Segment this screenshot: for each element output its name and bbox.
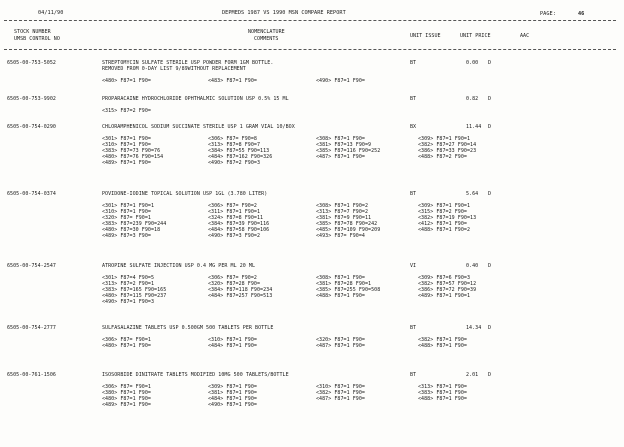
quantity-entry: <385> F87=255 F90=508 (316, 287, 381, 293)
quantity-entry: <386> F87=33 F90=23 (418, 148, 477, 154)
quantity-entry: <383> F87=165 F90=165 (102, 287, 167, 293)
quantity-entry: <386> F87=72 F90=39 (418, 287, 477, 293)
stock-number: 6505-00-761-1506 (7, 372, 56, 378)
col-comments: COMMENTS (254, 36, 279, 42)
nomenclature: ATROPINE SULFATE INJECTION USP 0.4 MG PER ML 20 ML (102, 263, 256, 269)
quantity-entry: <382> F87=19 F90=13 (418, 215, 477, 221)
nomenclature: CHLORAMPHENICOL SODIUM SUCCINATE STERILE USP 1 GRAM VIAL 10/BOX (102, 124, 295, 130)
quantity-entry: <485> F87=109 F90=209 (316, 227, 381, 233)
quantity-entry: <320> F87=1 F90= (316, 337, 365, 343)
quantity-entry: <489> F87=1 F90=1 (418, 293, 471, 299)
aac-code: D (488, 325, 492, 331)
quantity-entry: <488> F87=1 F90= (316, 293, 365, 299)
quantity-entry: <380> F87=1 F90= (102, 390, 151, 396)
aac-code: D (488, 263, 492, 269)
quantity-entry: <480> F87=1 F90= (102, 78, 151, 84)
col-stock-number: STOCK NUMBER (14, 29, 51, 35)
unit-issue: BT (410, 372, 417, 378)
nomenclature: STREPTOMYCIN SULFATE STERILE USP POWDER FORM 1GM BOTTLE. (102, 60, 274, 66)
quantity-entry: <489> F87=3 F90= (102, 233, 151, 239)
aac-code: D (488, 96, 492, 102)
quantity-entry: <480> F87=115 F90=237 (102, 293, 167, 299)
nomenclature: SULFASALAZINE TABLETS USP 0.500GM 500 TABLETS PER BOTTLE (102, 325, 274, 331)
quantity-entry: <310> F87=1 F90= (208, 337, 257, 343)
report-date: 04/11/90 (38, 10, 64, 16)
quantity-entry: <301> F87=1 F90=1 (102, 203, 155, 209)
aac-code: D (488, 124, 492, 130)
item-comment: REMOVED FROM 0-DAY LIST 9/89WITHOUT REPLACEMENT (102, 66, 246, 72)
quantity-entry: <315> F87=2 F90= (418, 209, 467, 215)
quantity-entry: <310> F87=1 F90= (316, 384, 365, 390)
quantity-entry: <480> F87=1 F90= (102, 396, 151, 402)
unit-price: 0.40 (466, 263, 479, 269)
quantity-entry: <311> F87=1 F90=1 (208, 209, 261, 215)
quantity-entry: <487> F87=1 F90= (316, 396, 365, 402)
unit-price: 5.64 (466, 191, 479, 197)
quantity-entry: <306> F87= F90=1 (102, 337, 151, 343)
page-number: 46 (578, 11, 585, 17)
quantity-entry: <301> F87=4 F90=5 (102, 275, 155, 281)
quantity-entry: <309> F87=6 F90=3 (418, 275, 471, 281)
quantity-entry: <310> F87=1 F90= (102, 209, 151, 215)
quantity-entry: <484> F87=1 F90= (208, 396, 257, 402)
nomenclature: POVIDONE-IODINE TOPICAL SOLUTION USP 1GL (3.780 LITER) (102, 191, 268, 197)
quantity-entry: <308> F87=1 F90= (316, 136, 365, 142)
quantity-entry: <385> F87=78 F90=242 (316, 221, 378, 227)
unit-issue: BT (410, 96, 417, 102)
quantity-entry: <306> F87= F90=2 (208, 203, 257, 209)
quantity-entry: <487> F87=1 F90= (316, 343, 365, 349)
quantity-entry: <309> F87=1 F90=1 (418, 136, 471, 142)
quantity-entry: <488> F87=2 F90= (418, 154, 467, 160)
stock-number: 6505-00-754-0290 (7, 124, 56, 130)
quantity-entry: <480> F87=30 F90=18 (102, 227, 161, 233)
quantity-entry: <306> F87= F90=2 (208, 275, 257, 281)
quantity-entry: <309> F87=1 F90= (208, 384, 257, 390)
quantity-entry: <382> F87=1 F90= (316, 390, 365, 396)
quantity-entry: <384> F87=55 F90=113 (208, 148, 270, 154)
quantity-entry: <488> F87=1 F90= (418, 343, 467, 349)
quantity-entry: <313> F87=1 F90= (418, 384, 467, 390)
stock-number: 6505-00-754-2547 (7, 263, 56, 269)
quantity-entry: <480> F87=76 F90=154 (102, 154, 164, 160)
unit-price: 14.34 (466, 325, 482, 331)
quantity-entry: <488> F87=1 F90= (418, 396, 467, 402)
unit-price: 0.00 (466, 60, 479, 66)
quantity-entry: <484> F87=58 F90=106 (208, 227, 270, 233)
unit-price: 0.82 (466, 96, 479, 102)
quantity-entry: <490> F87=1 F90=3 (102, 299, 155, 305)
col-unit-issue: UNIT ISSUE (410, 33, 441, 39)
quantity-entry: <306> F87= F90=8 (208, 136, 257, 142)
quantity-entry: <324> F87=8 F90=11 (208, 215, 264, 221)
quantity-entry: <484> F87=162 F90=326 (208, 154, 273, 160)
quantity-entry: <490> F87=2 F90=3 (208, 160, 261, 166)
quantity-entry: <313> F87=8 F90=7 (208, 142, 261, 148)
stock-number: 6505-00-753-5052 (7, 60, 56, 66)
quantity-entry: <484> F87=1 F90= (208, 343, 257, 349)
unit-price: 11.44 (466, 124, 482, 130)
quantity-entry: <412> F87=1 F90= (418, 221, 467, 227)
col-unit-price: UNIT PRICE (460, 33, 491, 39)
quantity-entry: <493> F87= F90=4 (316, 233, 365, 239)
col-nomenclature: NOMENCLATURE (248, 29, 285, 35)
header-divider (4, 20, 616, 21)
quantity-entry: <483> F87=1 F90= (208, 78, 257, 84)
column-header-divider (4, 49, 616, 50)
quantity-entry: <490> F87=1 F90= (316, 78, 365, 84)
quantity-entry: <383> F87=73 F90=76 (102, 148, 161, 154)
quantity-entry: <488> F87=1 F90=2 (418, 227, 471, 233)
unit-issue: BT (410, 60, 417, 66)
quantity-entry: <301> F87=1 F90= (102, 136, 151, 142)
quantity-entry: <489> F87=1 F90= (102, 402, 151, 408)
quantity-entry: <309> F87=1 F90=1 (418, 203, 471, 209)
col-aac: AAC (520, 33, 530, 39)
quantity-entry: <313> F87=2 F90=1 (102, 281, 155, 287)
quantity-entry: <490> F87=3 F90=2 (208, 233, 261, 239)
quantity-entry: <382> F87=57 F90=12 (418, 281, 477, 287)
quantity-entry: <308> F87=1 F90=2 (316, 203, 369, 209)
nomenclature: PROPARACAINE HYDROCHLORIDE OPHTHALMIC SOLUTION USP 0.5% 15 ML (102, 96, 289, 102)
col-control-number: UMSB CONTROL NO (14, 36, 60, 42)
quantity-entry: <383> F87=1 F90= (418, 390, 467, 396)
quantity-entry: <381> F87=13 F90=9 (316, 142, 372, 148)
quantity-entry: <484> F87=257 F90=513 (208, 293, 273, 299)
quantity-entry: <381> F87=1 F90= (208, 390, 257, 396)
quantity-entry: <490> F87=1 F90= (208, 402, 257, 408)
aac-code: D (488, 60, 492, 66)
aac-code: D (488, 191, 492, 197)
report-title: DEPMEDS 1987 VS 1990 MSN COMPARE REPORT (222, 10, 346, 16)
quantity-entry: <315> F87=2 F90= (102, 108, 151, 114)
unit-issue: VI (410, 263, 417, 269)
unit-price: 2.01 (466, 372, 479, 378)
quantity-entry: <480> F87=1 F90= (102, 343, 151, 349)
quantity-entry: <384> F87=118 F90=234 (208, 287, 273, 293)
quantity-entry: <384> F87=39 F90=116 (208, 221, 270, 227)
unit-issue: BX (410, 124, 417, 130)
unit-issue: BT (410, 191, 417, 197)
quantity-entry: <489> F87=1 F90= (102, 160, 151, 166)
quantity-entry: <383> F87=239 F90=244 (102, 221, 167, 227)
quantity-entry: <487> F87=1 F90= (316, 154, 365, 160)
stock-number: 6505-00-753-9902 (7, 96, 56, 102)
quantity-entry: <306> F87= F90=1 (102, 384, 151, 390)
quantity-entry: <313> F87=7 F90=2 (316, 209, 369, 215)
quantity-entry: <310> F87=1 F90= (102, 142, 151, 148)
quantity-entry: <382> F87=1 F90= (418, 337, 467, 343)
quantity-entry: <308> F87=1 F90= (316, 275, 365, 281)
quantity-entry: <381> F87=28 F90=1 (316, 281, 372, 287)
stock-number: 6505-00-754-2777 (7, 325, 56, 331)
quantity-entry: <385> F87=116 F90=252 (316, 148, 381, 154)
unit-issue: BT (410, 325, 417, 331)
page-label: PAGE: (540, 11, 556, 17)
quantity-entry: <381> F87=9 F90=11 (316, 215, 372, 221)
quantity-entry: <320> F87= F90=1 (102, 215, 151, 221)
nomenclature: ISOSORBIDE DINITRATE TABLETS MODIFIED 10MG 500 TABLETS/BOTTLE (102, 372, 289, 378)
quantity-entry: <320> F87=28 F90= (208, 281, 261, 287)
stock-number: 6505-00-754-0374 (7, 191, 56, 197)
aac-code: D (488, 372, 492, 378)
quantity-entry: <382> F87=27 F90=14 (418, 142, 477, 148)
